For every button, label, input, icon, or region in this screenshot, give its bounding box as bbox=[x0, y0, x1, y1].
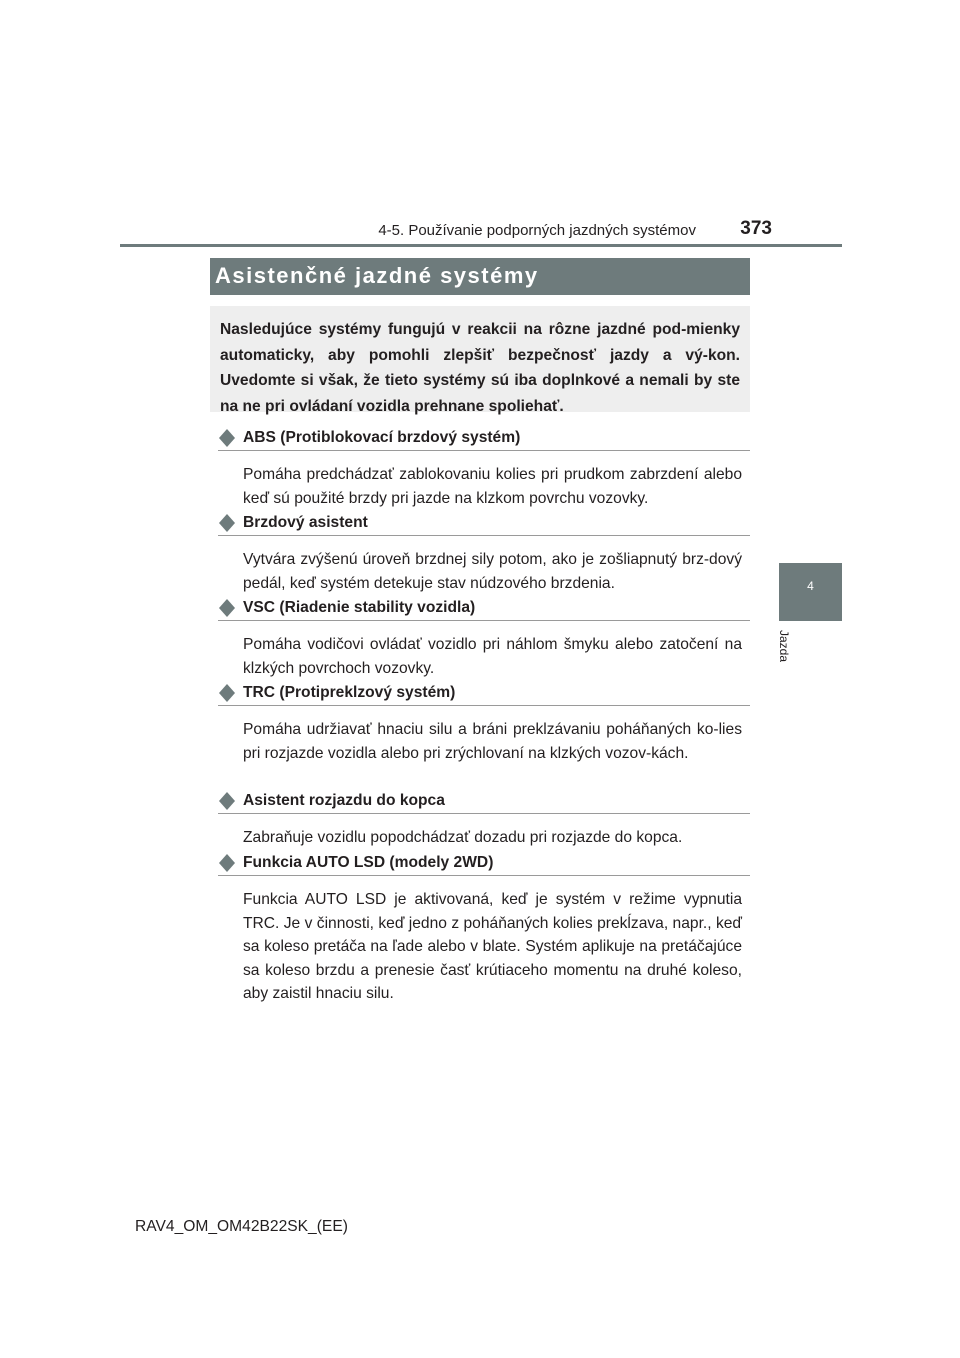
item-title: Asistent rozjazdu do kopca bbox=[243, 792, 445, 809]
diamond-bullet-icon bbox=[218, 513, 236, 533]
system-item-hill-start bbox=[218, 791, 750, 850]
diamond-bullet-icon bbox=[218, 853, 236, 873]
item-heading bbox=[218, 428, 750, 451]
section-title: Asistenčné jazdné systémy bbox=[215, 263, 539, 288]
item-heading bbox=[218, 683, 750, 706]
item-heading bbox=[218, 598, 750, 621]
system-item-brake-assist bbox=[218, 513, 750, 595]
item-heading bbox=[218, 513, 750, 536]
item-description: Pomáha predchádzať zablokovaniu kolies pri prudkom zabrzdení alebo keď sú použité brzdy pri jazde na klzkom povrchu vozovky. bbox=[243, 466, 742, 507]
intro-text: Nasledujúce systémy fungujú v reakcii na rôzne jazdné pod-mienky automaticky, aby pomohli zlepšiť bezpečnosť jazdy a vý-kon. Uvedomte si však, že tieto systémy sú iba doplnkové a nemali by ste na ne pri ovládaní vozidla prehnane spoliehať. bbox=[220, 321, 740, 415]
item-title: TRC (Protipreklzový systém) bbox=[243, 684, 456, 701]
item-title: ABS (Protiblokovací brzdový systém) bbox=[243, 429, 521, 446]
section-title-bar bbox=[210, 258, 750, 295]
page-header bbox=[120, 218, 842, 246]
document-code: RAV4_OM_OM42B22SK_(EE) bbox=[135, 1218, 348, 1235]
item-title: VSC (Riadenie stability vozidla) bbox=[243, 599, 476, 616]
system-item-vsc bbox=[218, 598, 750, 680]
diamond-bullet-icon bbox=[218, 598, 236, 618]
item-description: Pomáha udržiavať hnaciu silu a bráni preklzávaniu poháňaných ko-lies pri rozjazde vozidla alebo pri zrýchlovaní na klzkých vozov-kách. bbox=[243, 721, 742, 762]
item-description: Pomáha vodičovi ovládať vozidlo pri náhlom šmyku alebo zatočení na klzkých povrchoch vozovky. bbox=[243, 636, 742, 677]
item-title: Brzdový asistent bbox=[243, 514, 368, 531]
diamond-bullet-icon bbox=[218, 791, 236, 811]
item-description: Vytvára zvýšenú úroveň brzdnej sily potom, ako je zošliapnutý brz-dový pedál, keď systém detekuje stav núdzového brzdenia. bbox=[243, 551, 742, 592]
item-heading bbox=[218, 853, 750, 876]
header-section-title: 4-5. Používanie podporných jazdných systémov bbox=[378, 222, 696, 239]
item-description: Funkcia AUTO LSD je aktivovaná, keď je systém v režime vypnutia TRC. Je v činnosti, keď jedno z poháňaných kolies prekĺzava, napr., keď sa koleso pretáča na ľade alebo v blate. Systém aplikuje na pretáčajúce sa koleso brzdu a prenesie časť krútiaceho momentu na druhé koleso, aby zaistil hnaciu silu. bbox=[243, 891, 742, 1002]
page-number: 373 bbox=[740, 218, 772, 239]
diamond-bullet-icon bbox=[218, 428, 236, 448]
chapter-label bbox=[777, 630, 801, 678]
item-title: Funkcia AUTO LSD (modely 2WD) bbox=[243, 854, 494, 871]
system-item-trc bbox=[218, 683, 750, 765]
chapter-label-text: Jazda bbox=[777, 630, 791, 663]
chapter-number: 4 bbox=[807, 579, 814, 593]
chapter-tab bbox=[779, 563, 842, 621]
system-item-abs bbox=[218, 428, 750, 510]
intro-box bbox=[210, 306, 750, 415]
item-description: Zabraňuje vozidlu popodchádzať dozadu pri rozjazde do kopca. bbox=[243, 829, 683, 846]
diamond-bullet-icon bbox=[218, 683, 236, 703]
system-item-auto-lsd bbox=[218, 853, 750, 1006]
header-rule bbox=[120, 244, 842, 247]
item-heading bbox=[218, 791, 750, 814]
